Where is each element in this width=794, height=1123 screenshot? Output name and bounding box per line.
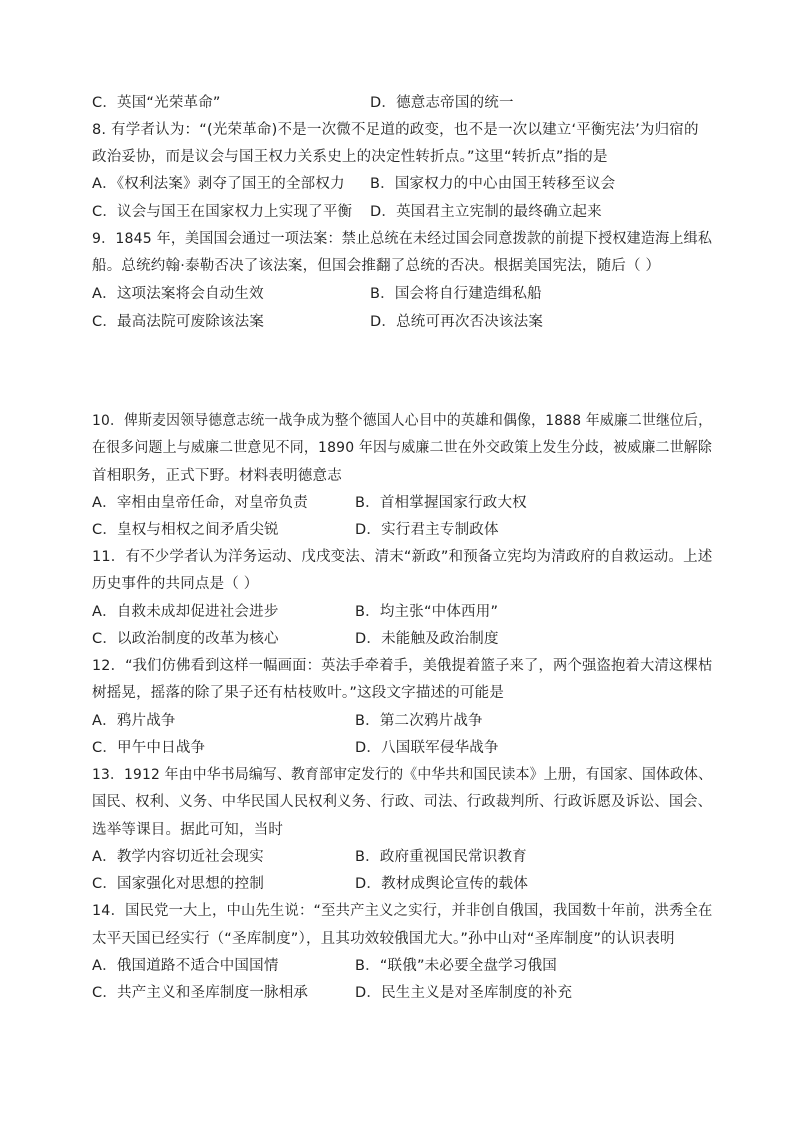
- q12-stem-line-2: 树摇晃，摇落的除了果子还有枯枝败叶。”这段文字描述的可能是: [92, 685, 505, 701]
- q7-option-d: D．德意志帝国的统一: [370, 95, 514, 111]
- q10-option-b: B．首相掌握国家行政大权: [355, 495, 527, 511]
- q11-option-d: D．未能触及政治制度: [355, 631, 499, 647]
- q14-stem-line-1: 14．国民党一大上，中山先生说：“至共产主义之实行，并非创自俄国，我国数十年前，洪秀全在: [92, 903, 713, 919]
- q7-option-c: C．英国“光荣革命”: [92, 95, 221, 111]
- q12-option-b: B．第二次鸦片战争: [355, 713, 483, 729]
- q9-option-c: C．最高法院可废除该法案: [92, 314, 265, 330]
- q9-stem-line-1: 9．1845 年，美国国会通过一项法案：禁止总统在未经过国会同意拨款的前提下授权建造海上缉私: [92, 231, 713, 247]
- q10-option-c: C．皇权与相权之间矛盾尖锐: [92, 522, 279, 538]
- q13-option-c: C．国家强化对思想的控制: [92, 876, 265, 892]
- q11-option-b: B．均主张“中体西用”: [355, 604, 499, 620]
- q8-option-c: C．议会与国王在国家权力上实现了平衡: [92, 204, 353, 220]
- q8-stem-line-2: 政治妥协，而是议会与国王权力关系史上的决定性转折点。”这里“转折点”指的是: [92, 149, 608, 165]
- q14-option-c: C．共产主义和圣库制度一脉相承: [92, 985, 309, 1001]
- q8-option-a: A．《权利法案》剥夺了国王的全部权力: [92, 176, 345, 192]
- q12-option-c: C．甲午中日战争: [92, 740, 206, 756]
- q8-stem-line-1: 8. 有学者认为：“(光荣革命)不是一次微不足道的政变，也不是一次以建立‘平衡宪法’为归宿的: [92, 122, 699, 138]
- q12-option-d: D．八国联军侵华战争: [355, 740, 499, 756]
- q13-option-a: A．教学内容切近社会现实: [92, 849, 264, 865]
- q14-option-b: B．“联俄”未必要全盘学习俄国: [355, 958, 557, 974]
- q14-option-a: A．俄国道路不适合中国国情: [92, 958, 279, 974]
- q13-option-d: D．教材成舆论宣传的载体: [355, 876, 529, 892]
- q13-stem-line-1: 13．1912 年由中华书局编写、教育部审定发行的《中华共和国民读本》上册，有国家、国体政体、: [92, 767, 713, 783]
- q10-stem-line-2: 在很多问题上与威廉二世意见不同，1890 年因与威廉二世在外交政策上发生分歧，被威廉二世解除: [92, 440, 713, 456]
- q8-option-b: B．国家权力的中心由国王转移至议会: [370, 176, 616, 192]
- q10-option-a: A．宰相由皇帝任命，对皇帝负责: [92, 495, 308, 511]
- q12-option-a: A．鸦片战争: [92, 713, 176, 729]
- q14-stem-line-2: 太平天国已经实行（“圣库制度”），且其功效较俄国尤大。”孙中山对“圣库制度”的认识表明: [92, 931, 675, 947]
- q13-option-b: B．政府重视国民常识教育: [355, 849, 527, 865]
- q9-option-b: B．国会将自行建造缉私船: [370, 286, 542, 302]
- q9-option-a: A．这项法案将会自动生效: [92, 286, 264, 302]
- q10-stem-line-1: 10．俾斯麦因领导德意志统一战争成为整个德国人心目中的英雄和偶像，1888 年威廉二世继位后，: [92, 413, 713, 429]
- q9-stem-line-2: 船。总统约翰·泰勒否决了该法案，但国会推翻了总统的否决。根据美国宪法，随后（ ）: [92, 258, 661, 274]
- q10-option-d: D．实行君主专制政体: [355, 522, 499, 538]
- q11-option-c: C．以政治制度的改革为核心: [92, 631, 279, 647]
- q13-stem-line-3: 选举等课目。据此可知，当时: [92, 822, 284, 838]
- q13-stem-line-2: 国民、权利、义务、中华民国人民权利义务、行政、司法、行政裁判所、行政诉愿及诉讼、国会、: [92, 794, 713, 810]
- q11-stem-line-2: 历史事件的共同点是（ ）: [92, 576, 259, 592]
- q14-option-d: D．民生主义是对圣库制度的补充: [355, 985, 573, 1001]
- q8-option-d: D．英国君主立宪制的最终确立起来: [370, 204, 602, 220]
- q11-stem-line-1: 11．有不少学者认为洋务运动、戊戌变法、清末“新政”和预备立宪均为清政府的自救运动。上述: [92, 549, 713, 565]
- q9-option-d: D．总统可再次否决该法案: [370, 314, 544, 330]
- q11-option-a: A．自救未成却促进社会进步: [92, 604, 279, 620]
- q12-stem-line-1: 12．“我们仿佛看到这样一幅画面：英法手牵着手，美俄提着篮子来了，两个强盗抱着大清这棵枯: [92, 658, 713, 674]
- q10-stem-line-3: 首相职务，正式下野。材料表明德意志: [92, 468, 342, 484]
